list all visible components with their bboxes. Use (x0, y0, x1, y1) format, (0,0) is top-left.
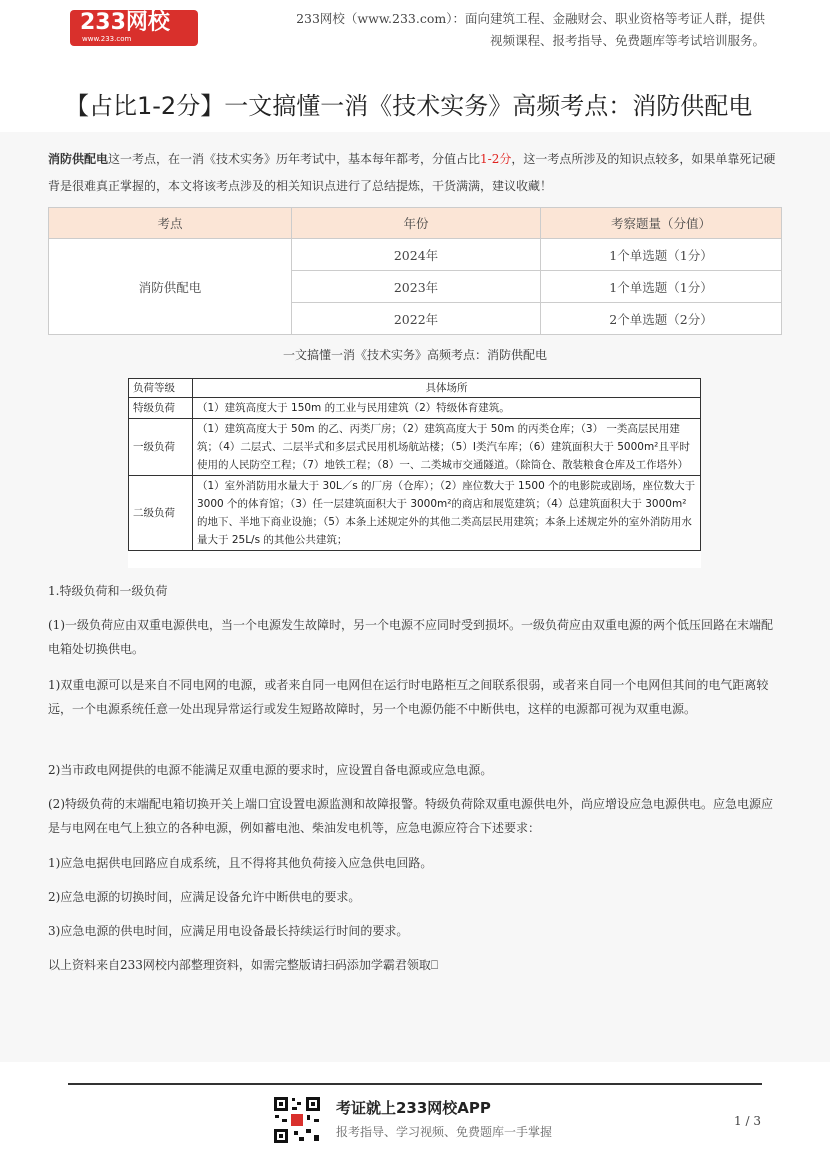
score-header-count: 考察题量（分值） (541, 208, 782, 239)
body-paragraph: 2)应急电源的切换时间，应满足设备允许中断供电的要求。 (48, 890, 361, 904)
load-desc: （1）室外消防用水量大于 30L／s 的厂房（仓库）；（2）座位数大于 1500 个的电影院或剧场，座位数大于 3000 个的体育馆；（3）任一层建筑面积大于 3000m²的商店和展览建筑；（4）总建筑面积大于 3000m²的地下、半地下商业设施；（5）本条上述规定外的其他二类高层民用建筑；本条上述规定外的室外消防用水量大于 25L/s 的其他公共建筑； (193, 476, 701, 551)
intro-bold: 消防供配电 (48, 152, 109, 166)
intro-text-2: ，这一考点所涉及的知识点较多，如果单靠死记硬背是很难真正掌握的，本文将该考点涉及的相关知识点进行了总结提炼，干货满满，建议收藏！ (48, 152, 776, 193)
load-table-image (128, 378, 701, 568)
score-table (48, 207, 782, 335)
intro-text-1: 这一考点，在一消《技术实务》历年考试中，基本每年都考，分值占比 (108, 152, 481, 166)
load-table (128, 378, 701, 551)
load-header-desc: 具体场所 (193, 379, 701, 398)
score-topic: 消防供配电 (49, 239, 292, 335)
qr-code-icon[interactable] (272, 1095, 322, 1145)
table-row (129, 419, 701, 476)
load-level: 特级负荷 (129, 398, 193, 419)
header-description: 233网校（www.233.com）：面向建筑工程、金融财会、职业资格等考证人群，提供视频课程、报考指导、免费题库等考试培训服务。 (296, 11, 765, 48)
page-number: 1 / 3 (734, 1114, 761, 1128)
intro-paragraph (48, 146, 783, 200)
body-paragraph: 1)双重电源可以是来自不同电网的电源，或者来自同一电网但在运行时电路柜互之间联系很弱，或者来自同一个电网但其间的电气距离较远，一个电源系统任意一处出现异常运行或发生短路故障时，另一个电源仍能不中断供电，这样的电源都可视为双重电源。 (48, 678, 769, 716)
body-paragraph: (2)特级负荷的末端配电箱切换开关上端口宜设置电源监测和故障报警。特级负荷除双重电源供电外，尚应增设应急电源供电。应急电源应是与电网在电气上独立的各种电源，例如蓄电池、柴油发电机等，应急电源应符合下述要求： (48, 797, 774, 835)
page-title: 【占比1-2分】一文搞懂一消《技术实务》高频考点：消防供配电 (65, 92, 753, 120)
score-count: 2个单选题（2分） (541, 303, 782, 335)
score-year: 2022年 (292, 303, 541, 335)
body-paragraph: 2)当市政电网提供的电源不能满足双重电源的要求时，应设置自备电源或应急电源。 (48, 763, 493, 777)
score-year: 2023年 (292, 271, 541, 303)
score-count: 1个单选题（1分） (541, 239, 782, 271)
load-header-level: 负荷等级 (129, 379, 193, 398)
body-paragraph: 1)应急电据供电回路应自成系统，且不得将其他负荷接入应急供电回路。 (48, 856, 433, 870)
score-year: 2024年 (292, 239, 541, 271)
app-subtitle: 报考指导、学习视频、免费题库一手掌握 (336, 1125, 553, 1139)
score-count: 1个单选题（1分） (541, 271, 782, 303)
score-header-year: 年份 (292, 208, 541, 239)
score-table-header (49, 208, 782, 239)
load-desc: （1）建筑高度大于 150m 的工业与民用建筑（2）特级体育建筑。 (193, 398, 701, 419)
body-paragraph: 3)应急电源的供电时间，应满足用电设备最长持续运行时间的要求。 (48, 924, 409, 938)
load-level: 一级负荷 (129, 419, 193, 476)
logo-text: 233网校 (80, 10, 170, 35)
table-caption: 一文搞懂一消《技术实务》高频考点：消防供配电 (282, 348, 547, 362)
table-row (49, 239, 782, 271)
table-row (129, 476, 701, 551)
load-table-header (129, 379, 701, 398)
score-header-topic: 考点 (49, 208, 292, 239)
body-paragraph: (1)一级负荷应由双重电源供电，当一个电源发生故障时，另一个电源不应同时受到损坏。一级负荷应由双重电源的两个低压回路在末端配电箱处切换供电。 (48, 618, 774, 656)
app-title: 考证就上233网校APP (336, 1099, 491, 1117)
closing-note: 以上资料来自233网校内部整理资料，如需完整版请扫码添加学霸君领取⎕ (48, 958, 439, 972)
footer-divider (68, 1083, 762, 1085)
logo (70, 10, 198, 46)
table-row (129, 398, 701, 419)
load-level: 二级负荷 (129, 476, 193, 551)
intro-highlight: 1-2分 (480, 152, 512, 166)
section-heading: 1.特级负荷和一级负荷 (48, 584, 168, 598)
logo-url: www.233.com (82, 35, 132, 43)
load-desc: （1）建筑高度大于 50m 的乙、丙类厂房；（2）建筑高度大于 50m 的丙类仓库；（3） 一类高层民用建筑；（4）二层式、二层半式和多层式民用机场航站楼；（5）Ⅰ类汽车库；（6）建筑面积大于 5000m²且平时使用的人民防空工程；（7）地铁工程；（8）一、二类城市交通隧道。（除筒仓、散装粮食仓库及工作塔外） (193, 419, 701, 476)
